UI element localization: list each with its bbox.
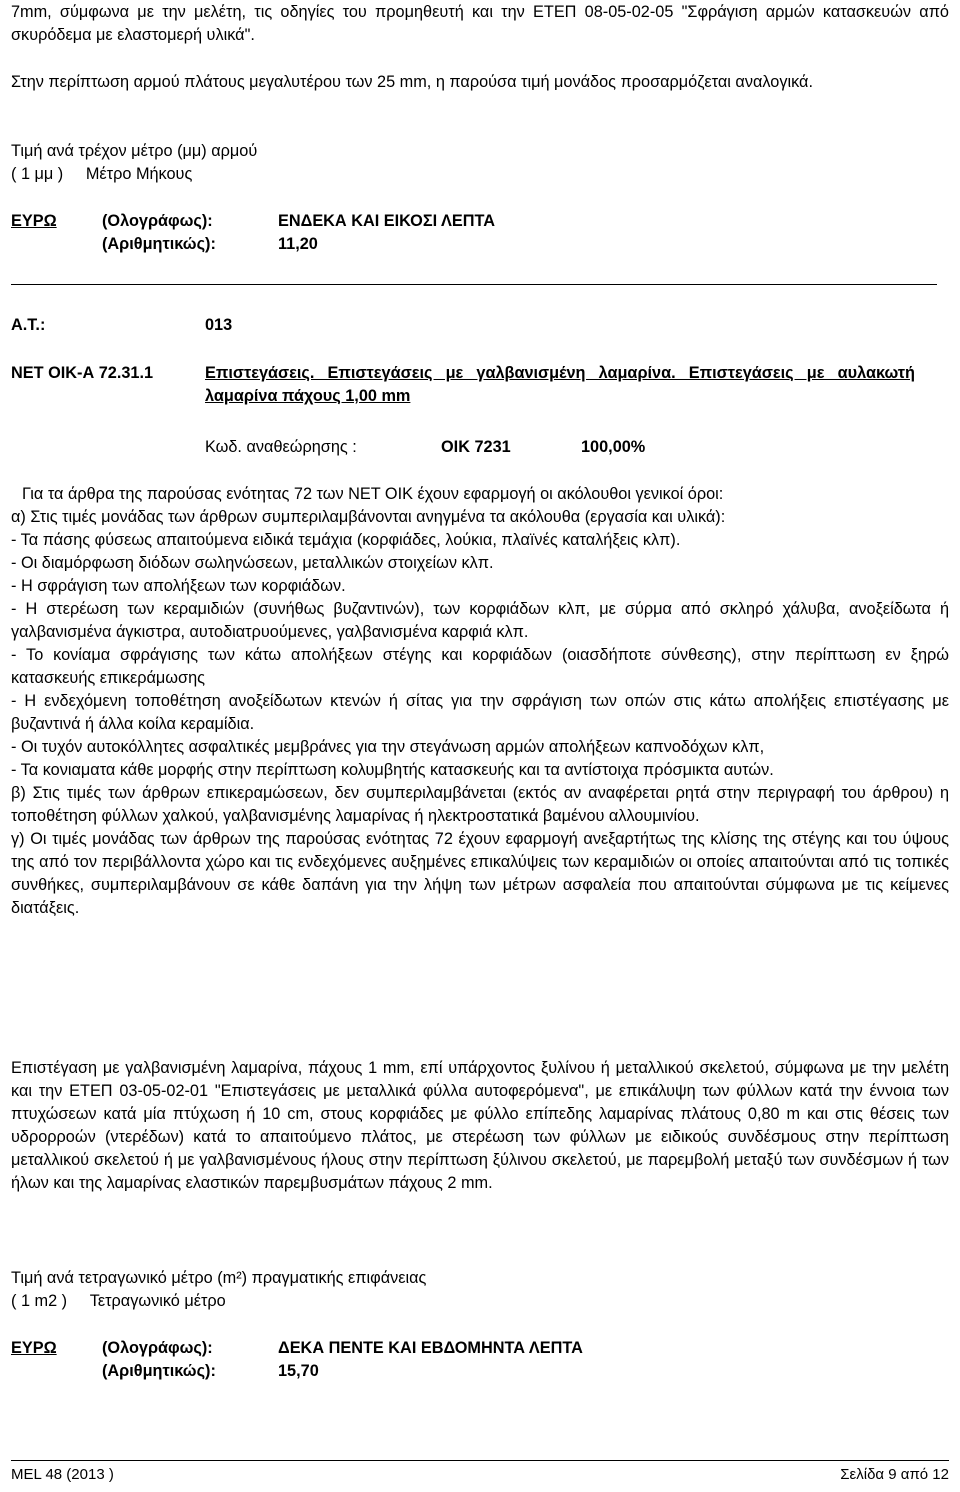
terms-item: α) Στις τιμές μονάδας των άρθρων συμπεριλαμβάνονται ανηγμένα τα ακόλουθα (εργασία και υλικά): (11, 508, 726, 526)
price-words: ΔΕΚΑ ΠΕΝΤΕ ΚΑΙ ΕΒΔΟΜΗΝΤΑ ΛΕΠΤΑ (278, 1339, 583, 1357)
price-number-row (11, 233, 949, 256)
number-label: (Αριθμητικώς): (102, 235, 216, 253)
footer-page-number: Σελίδα 9 από 12 (840, 1466, 949, 1483)
price-number: 15,70 (278, 1362, 319, 1380)
general-terms (11, 483, 949, 920)
article-title: Επιστεγάσεις. Επιστεγάσεις με γαλβανισμένη λαμαρίνα. Επιστεγάσεις με αυλακωτή λαμαρίνα πάχους 1,00 mm (205, 364, 915, 405)
section-divider (11, 284, 937, 285)
terms-item: - Το κονίαμα σφράγισης των κάτω απολήξεων στέγης και κορφιάδων (οιασδήποτε σύνθεσης), στην περίπτωση εν ξηρώ κατασκευής επικεράμωσης (11, 646, 949, 687)
currency-label: ΕΥΡΩ (11, 1339, 57, 1357)
terms-item: - Τα πάσης φύσεως απαιτούμενα ειδικά τεμάχια (κορφιάδες, λούκια, πλαïνές καταλήξεις κλπ). (11, 531, 681, 549)
unit-measure: ( 1 μμ ) Μέτρο Μήκους (11, 165, 193, 183)
terms-item: γ) Οι τιμές μονάδας των άρθρων της παρούσας ενότητας 72 έχουν εφαρμογή ανεξαρτήτως της κλίσης της στέγης και του ύψους της από τον περιβάλλοντα χώρο και τις ενδεχόμενες αυξημένες επικαλύψεις των κεραμιδιών οι οποίες απαιτούνται από τις τοπικές συνθήκες, συμπεριλαμβάνουν σε κάθε δαπάνη για την λήψη των μέτρων ασφαλεία που απαιτούνται σύμφωνα με τις κείμενες διατάξεις. (11, 830, 949, 917)
article-value: 013 (205, 316, 233, 334)
revision-code: ΟΙΚ 7231 (441, 438, 511, 456)
terms-item: - Η σφράγιση των απολήξεων των κορφιάδων. (11, 577, 346, 595)
terms-item: - Οι τυχόν αυτοκόλλητες ασφαλτικές μεμβράνες για την στεγάνωση αρμών απολήξεων καπνοδόχων κλπ, (11, 738, 765, 756)
revision-label: Κωδ. αναθεώρησης : (205, 438, 357, 456)
intro-paragraph: 7mm, σύμφωνα με την μελέτη, τις οδηγίες του προμηθευτή και την ΕΤΕΠ 08-05-02-05 "Σφράγιση αρμών κατασκευών από σκυρόδεμα με ελαστομερή υλικά". (11, 3, 949, 44)
page-footer (11, 1463, 949, 1486)
price-block-1 (11, 210, 949, 256)
terms-item: - Οι διαμόρφωση διόδων σωληνώσεων, μεταλλικών στοιχείων κλπ. (11, 554, 494, 572)
price-block-2 (11, 1337, 949, 1383)
price-words-row (11, 210, 949, 233)
article-label: Α.Τ.: (11, 316, 46, 334)
adjustment-paragraph: Στην περίπτωση αρμού πλάτους μεγαλυτέρου των 25 mm, η παρούσα τιμή μονάδος προσαρμόζεται αναλογικά. (11, 73, 813, 91)
unit-block-1 (11, 140, 949, 186)
unit-description: Τιμή ανά τρέχον μέτρο (μμ) αρμού (11, 142, 258, 160)
footer-divider (11, 1460, 949, 1461)
number-label: (Αριθμητικώς): (102, 1362, 216, 1380)
currency-spacer (11, 1360, 102, 1383)
price-words: ΕΝΔΕΚΑ ΚΑΙ ΕΙΚΟΣΙ ΛΕΠΤΑ (278, 212, 496, 230)
currency-label: ΕΥΡΩ (11, 212, 57, 230)
price-number-row (11, 1360, 949, 1383)
unit-block-2 (11, 1267, 949, 1313)
unit-measure: ( 1 m2 ) Τετραγωνικό μέτρο (11, 1292, 226, 1310)
revision-row (205, 436, 645, 459)
terms-item: - Η ενδεχόμενη τοποθέτηση ανοξείδωτων κτενών ή σίτας για την σφράγιση των οπών στις κάτω απολήξεις επιστέγασης με βυζαντινά ή άλλα κοίλα κεραμίδια. (11, 692, 949, 733)
article-number-row (11, 314, 949, 337)
revision-percent: 100,00% (581, 438, 646, 456)
article-description: Επιστέγαση με γαλβανισμένη λαμαρίνα, πάχους 1 mm, επί υπάρχοντος ξυλίνου ή μεταλλικού σκελετού, σύμφωνα με την μελέτη και την ΕΤΕΠ 03-05-02-01 "Επιστεγάσεις με μεταλλικά φύλλα αυτοφερόμενα", με επικάλυψη των φύλλων κατά την έννοια των πτυχώσεων κατά μία πτύχωση ή 10 cm, στους κορφιάδες με φύλλο επίπεδης λαμαρίνας πλάτους 0,80 m και στις θέσεις των υδρορροών (ντερέδων) κατά το απαιτούμενο πλάτος, με στερέωση των φύλλων με ειδικούς συνδέσμους στην περίπτωση μεταλλικού σκελετού ή με γαλβανισμένους ήλους στην περίπτωση ξύλινου σκελετού, με παρεμβολή μεταξύ των συνδέσμων ή των ήλων και της λαμαρίνας ελαστικών παρεμβυσμάτων πάχους 2 mm. (11, 1059, 949, 1192)
currency-spacer (11, 233, 102, 256)
unit-description: Τιμή ανά τετραγωνικό μέτρο (m²) πραγματικής επιφάνειας (11, 1269, 427, 1287)
words-label: (Ολογράφως): (102, 212, 213, 230)
price-number: 11,20 (278, 235, 318, 253)
terms-item: - Τα κονιαματα κάθε μορφής στην περίπτωση κολυμβητής κατασκευής και τα αντίστοιχα πρόσμικτα αυτών. (11, 761, 774, 779)
terms-item: - Η στερέωση των κεραμιδιών (συνήθως βυζαντινών), των κορφιάδων κλπ, με σύρμα από σκληρό χάλυβα, ανοξείδωτα ή γαλβανισμένα άγκιστρα, αυτοδιατρυούμενες, γαλβανισμένα καρφιά κλπ. (11, 600, 949, 641)
footer-doc-id: ΜΕL 48 (2013 ) (11, 1466, 114, 1483)
price-words-row (11, 1337, 949, 1360)
article-code: ΝΕΤ ΟΙΚ-Α 72.31.1 (11, 364, 154, 382)
terms-intro: Για τα άρθρα της παρούσας ενότητας 72 των ΝΕΤ ΟΙΚ έχουν εφαρμογή οι ακόλουθοι γενικοί όροι: (22, 485, 724, 503)
terms-item: β) Στις τιμές των άρθρων επικεραμώσεων, δεν συμπεριλαμβάνεται (εκτός αν αναφέρεται ρητά στην περιγραφή του άρθρου) η τοποθέτηση φύλλων χαλκού, γαλβανισμένης λαμαρίνας ή ηλεκτροστατικά βαμένου αλλουμινίου. (11, 784, 949, 825)
words-label: (Ολογράφως): (102, 1339, 213, 1357)
article-code-row (11, 362, 949, 408)
